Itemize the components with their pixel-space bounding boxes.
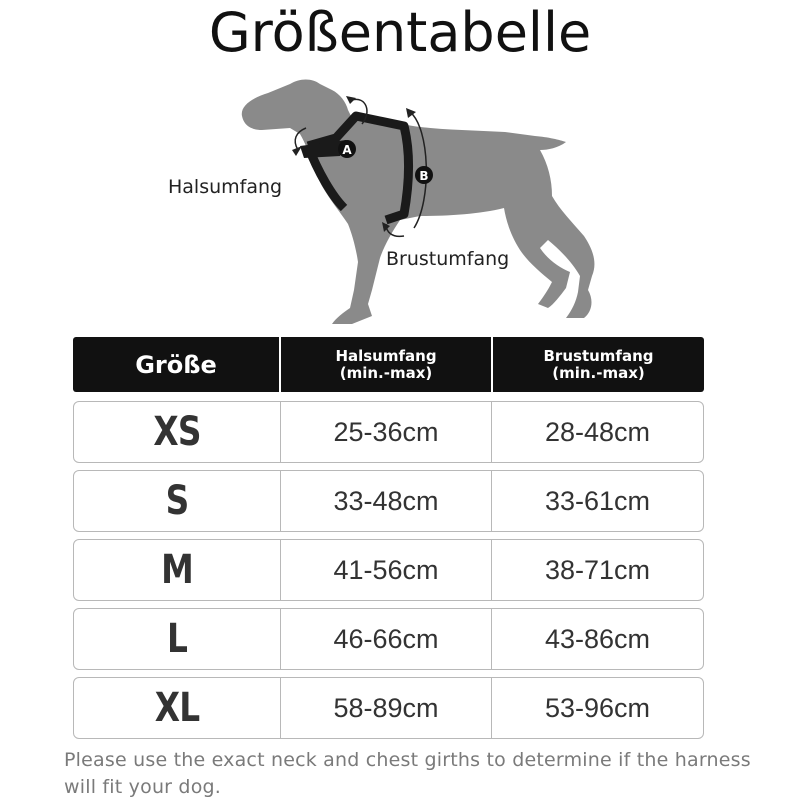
dog-silhouette <box>242 80 595 325</box>
page-title: Größentabelle <box>208 1 592 64</box>
chest-cell: 33-61cm <box>491 471 703 531</box>
header-neck-title: Halsumfang <box>335 346 437 365</box>
chest-cell: 38-71cm <box>491 540 703 600</box>
size-cell: L <box>166 616 188 662</box>
table-row-m <box>73 539 704 601</box>
dog-illustration <box>0 62 800 332</box>
neck-girth-label: Halsumfang <box>168 176 283 198</box>
chest-girth-label: Brustumfang <box>386 248 510 270</box>
neck-cell: 25-36cm <box>280 402 491 462</box>
header-neck <box>279 337 491 392</box>
table-row-xl <box>73 677 704 739</box>
size-cell: XL <box>154 685 200 731</box>
neck-cell: 46-66cm <box>280 609 491 669</box>
size-cell: S <box>165 478 189 524</box>
table-row-xs <box>73 401 704 463</box>
header-chest-title: Brustumfang <box>543 346 654 365</box>
header-size: Größe <box>135 350 217 379</box>
chest-cell: 53-96cm <box>491 678 703 738</box>
table-row-s <box>73 470 704 532</box>
fit-note: Please use the exact neck and chest girths to determine if the harness will fit your dog. <box>64 749 751 798</box>
neck-cell: 58-89cm <box>280 678 491 738</box>
chest-cell: 28-48cm <box>491 402 703 462</box>
header-chest-range: (min.-max) <box>552 363 645 382</box>
size-cell: XS <box>153 409 201 455</box>
chest-cell: 43-86cm <box>491 609 703 669</box>
marker-a-label: A <box>342 143 352 157</box>
header-neck-range: (min.-max) <box>339 363 433 382</box>
table-header <box>73 337 704 392</box>
size-cell: M <box>161 547 193 593</box>
size-table <box>73 401 704 746</box>
header-chest <box>491 337 704 392</box>
neck-cell: 41-56cm <box>280 540 491 600</box>
neck-cell: 33-48cm <box>280 471 491 531</box>
table-row-l <box>73 608 704 670</box>
marker-b-label: B <box>419 169 429 183</box>
